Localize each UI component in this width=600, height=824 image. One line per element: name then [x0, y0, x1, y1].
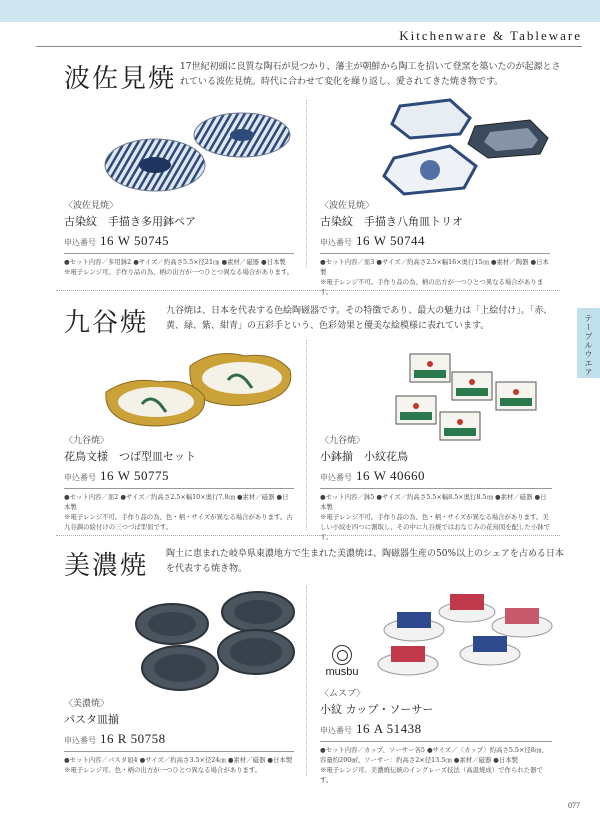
product-image-mino-pasta-plates — [130, 588, 300, 698]
column-divider — [306, 100, 307, 268]
product-name: 花鳥文様 つば型皿セット — [64, 450, 196, 463]
product-note: ※電子レンジ可。美濃焼伝統のイングレーズ技法（高温焼成）で作られた器です。 — [320, 766, 543, 784]
product-spec: ●セット内容／皿3 ●サイズ／約高さ2.5×幅16×奥行15㎝ ●素材／陶器 ●日本製 — [320, 258, 549, 276]
product-code-number: 16 W 40660 — [356, 468, 426, 483]
product-note: ※電子レンジ可。色・柄の出方が一つひとつ異なる場合があります。 — [64, 766, 262, 774]
product-category: 〈美濃焼〉 — [64, 699, 110, 709]
product-name: 古染紋 手描き八角皿トリオ — [320, 215, 463, 228]
product-spec: ●セット内容／皿2 ●サイズ／約高さ2.5×幅10×奥行7.8㎝ ●素材／磁器 ●日本製 — [64, 493, 289, 511]
product-code — [320, 468, 552, 484]
product-code — [64, 233, 294, 249]
product-rule — [64, 488, 294, 489]
product-name: パスタ皿揃 — [64, 713, 119, 726]
product-code-label: 申込番号 — [320, 238, 352, 247]
product-code-number: 16 A 51438 — [356, 721, 422, 736]
header-rule — [36, 46, 582, 47]
product-card[interactable] — [320, 433, 552, 542]
section-intro-mino: 陶土に恵まれた岐阜県東濃地方で生まれた美濃焼は、陶磁器生産の50%以上のシェアを占める日本を代表する焼き物。 — [166, 549, 564, 574]
product-rule — [320, 253, 550, 254]
brand-logo — [322, 645, 362, 678]
header-bar — [0, 0, 600, 22]
product-spec: ●セット内容／鉢5 ●サイズ／約高さ5.5×幅8.5×奥行8.5㎝ ●素材／磁器 ●日本製 — [320, 493, 547, 511]
product-category: 〈波佐見焼〉 — [64, 201, 119, 211]
product-category: 〈ムスブ〉 — [320, 689, 366, 699]
product-image-kutani-plates — [100, 348, 300, 428]
product-card[interactable] — [64, 198, 294, 277]
product-code — [64, 731, 294, 747]
product-card[interactable] — [64, 696, 294, 775]
product-card[interactable] — [320, 686, 552, 785]
product-code-label: 申込番号 — [320, 726, 352, 735]
product-rule — [320, 488, 552, 489]
product-note: ※電子レンジ不可。手作り品の為、色・柄・サイズが異なる場合があります。古九谷調の絵付けの三つづば型皿です。 — [64, 513, 293, 531]
product-image-musbu-cups — [372, 590, 562, 690]
section-divider — [56, 535, 560, 536]
product-category: 〈波佐見焼〉 — [320, 201, 375, 211]
product-code-number: 16 R 50758 — [100, 731, 166, 746]
product-card[interactable] — [320, 198, 550, 297]
product-image-hasami-bowls — [100, 110, 300, 200]
product-name: 小紋 カップ・ソーサー — [320, 703, 434, 716]
product-code — [320, 233, 550, 249]
product-note: ※電子レンジ不可。手作り品の為、色・柄・サイズが異なる場合があります。美しい小紋を四つに割取し、その中に九谷焼ではおなじみの花鳥図を配した小鉢です。 — [320, 513, 551, 541]
product-note: ※電子レンジ可。手作り品の為、柄の出方が一つひとつ異なる場合があります。 — [64, 268, 294, 276]
product-code — [320, 721, 552, 737]
product-code-label: 申込番号 — [64, 238, 96, 247]
product-note: ※電子レンジ不可。手作り品の為、柄の出方が一つひとつ異なる場合があります。 — [320, 278, 544, 296]
product-code-number: 16 W 50745 — [100, 233, 170, 248]
product-code-number: 16 W 50775 — [100, 468, 170, 483]
column-divider — [306, 340, 307, 530]
section-title-mino: 美濃焼 — [64, 551, 149, 581]
product-code-number: 16 W 50744 — [356, 233, 426, 248]
product-code-label: 申込番号 — [64, 473, 96, 482]
product-code — [64, 468, 294, 484]
section-intro-kutani: 九谷焼は、日本を代表する色絵陶磁器です。その特徴であり、最大の魅力は「上絵付け」。「赤、黄、緑、紫、紺青」の五彩手という、色彩効果と優美な絵模様に表れています。 — [166, 306, 553, 331]
product-name: 古染紋 手描き多用鉢ペア — [64, 215, 196, 228]
brand-logo-text: musbu — [325, 666, 359, 678]
product-spec: ●セット内容／多用鉢2 ●サイズ／約高さ5.5×径21㎝ ●素材／磁器 ●日本製 — [64, 258, 286, 266]
product-rule — [320, 741, 552, 742]
section-title-kutani: 九谷焼 — [64, 308, 149, 338]
side-tab-label: テーブルウエア — [584, 314, 593, 377]
header-title: Kitchenware & Tableware — [399, 28, 582, 43]
product-rule — [64, 751, 294, 752]
brand-logo-mark — [332, 645, 352, 665]
section-title-hasami: 波佐見焼 — [64, 64, 177, 94]
section-divider — [56, 290, 560, 291]
side-tab[interactable] — [577, 308, 600, 378]
column-divider — [306, 586, 307, 776]
product-image-hasami-octagon-plates — [380, 96, 560, 196]
product-card[interactable] — [64, 433, 294, 532]
product-code-label: 申込番号 — [64, 736, 96, 745]
product-spec: ●セット内容／パスタ皿4 ●サイズ／約高さ3.5×径24㎝ ●素材／磁器 ●日本製 — [64, 756, 293, 764]
product-code-label: 申込番号 — [320, 473, 352, 482]
page-number: 077 — [568, 801, 580, 810]
product-category: 〈九谷焼〉 — [64, 436, 110, 446]
product-category: 〈九谷焼〉 — [320, 436, 366, 446]
section-intro-hasami: 17世紀初頭に良質な陶石が見つかり、藩主が朝鮮から陶工を招いて登窯を築いたのが起源とされている波佐見焼。時代に合わせて変化を繰り返し、愛されてきた焼き物です。 — [180, 62, 561, 87]
product-name: 小鉢揃 小紋花鳥 — [320, 450, 408, 463]
product-rule — [64, 253, 294, 254]
product-spec: ●セット内容／カップ、ソーサー各5 ●サイズ／〈カップ〉約高さ5.5×径8㎝、容量約200㎖、ソーサー：約高さ2×径13.5㎝ ●素材／磁器 ●日本製 — [320, 746, 548, 764]
